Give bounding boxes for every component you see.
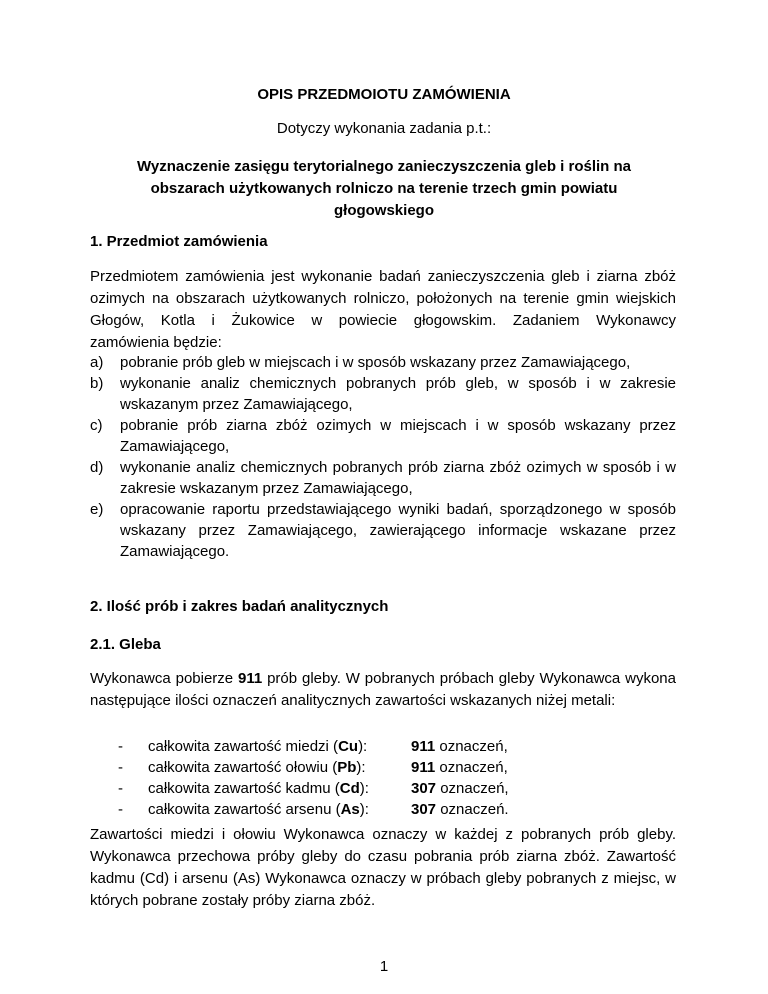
metal-count: 307 oznaczeń, <box>411 780 509 797</box>
metal-dash: - <box>118 780 123 797</box>
list-item-label: a) <box>90 354 104 371</box>
intro-line: Dotyczy wykonania zadania p.t.: <box>276 120 492 137</box>
para-text-after: prób gleby. W pobranych próbach gleby Wykonawca wykona następujące ilości oznaczeń analitycznych zawartości wskazanych niżej metali: <box>90 670 676 709</box>
list-item-text: wykonanie analiz chemicznych pobranych prób gleb, w sposób i w zakresie wskazanym przez Zamawiającego, <box>120 375 676 413</box>
metal-count: 307 oznaczeń. <box>411 801 509 818</box>
document-title: OPIS PRZEDMOIOTU ZAMÓWIENIA <box>257 86 511 103</box>
page-number: 1 <box>379 958 389 975</box>
section-2-1-heading: 2.1. Gleba <box>90 636 161 653</box>
list-item-label: b) <box>90 375 104 392</box>
section-1-heading: 1. Przedmiot zamówienia <box>90 233 268 250</box>
list-item-text: opracowanie raportu przedstawiającego wyniki badań, sporządzonego w sposób wskazany przez Zamawiającego, zawierającego informacje wskazane przez Zamawiającego. <box>120 501 676 560</box>
metal-name: całkowita zawartość ołowiu (Pb): <box>148 759 366 776</box>
closing-paragraph: Zawartości miedzi i ołowiu Wykonawca oznaczy w każdej z pobranych prób gleby. Wykonawca przechowa próby gleby do czasu pobrania prób ziarna zbóż. Zawartość kadmu (Cd) i arsenu (As) Wykonawca oznaczy w próbach gleby pobranych z miejsc, w których pobrane zostały próby ziarna zbóż. <box>90 826 676 909</box>
list-item <box>90 415 676 457</box>
section-1-paragraph <box>90 266 676 354</box>
metal-count: 911 oznaczeń, <box>411 738 508 755</box>
scope-list <box>90 352 676 562</box>
para-text-before: Wykonawca pobierze <box>90 670 234 687</box>
metal-dash: - <box>118 801 123 818</box>
list-item <box>90 373 676 415</box>
section-2-1-paragraph <box>90 668 676 712</box>
metal-row <box>90 757 676 778</box>
list-item-label: d) <box>90 459 104 476</box>
metals-list <box>90 736 676 820</box>
section-2-heading: 2. Ilość prób i zakres badań analitycznych <box>90 598 389 615</box>
metal-row <box>90 778 676 799</box>
metal-count: 911 oznaczeń, <box>411 759 508 776</box>
list-item-label: c) <box>90 417 103 434</box>
metal-row <box>90 799 676 820</box>
list-item <box>90 499 676 562</box>
list-item-text: pobranie prób gleb w miejscach i w sposób wskazany przez Zamawiającego, <box>120 354 631 371</box>
metal-dash: - <box>118 738 123 755</box>
list-item-text: wykonanie analiz chemicznych pobranych prób ziarna zbóż ozimych w sposób i w zakresie wskazanym przez Zamawiającego, <box>120 459 676 497</box>
samples-count: 911 <box>238 670 263 687</box>
task-title: Wyznaczenie zasięgu terytorialnego zanieczyszczenia gleb i roślin na obszarach użytkowanych rolniczo na terenie trzech gmin powiatu głogowskiego <box>136 158 632 219</box>
section-1-paragraph-main: Przedmiotem zamówienia jest wykonanie badań zanieczyszczenia gleb i ziarna zbóż ozimych na obszarach użytkowanych rolniczo, położonych na terenie gmin wiejskich Głogów, Kotla i Żukowice w powiecie głogowskim. Zadaniem Wykonawcy <box>90 268 676 329</box>
list-item <box>90 352 676 373</box>
metal-name: całkowita zawartość miedzi (Cu): <box>148 738 368 755</box>
metal-name: całkowita zawartość arsenu (As): <box>148 801 369 818</box>
list-item-text: pobranie prób ziarna zbóż ozimych w miejscach i w sposób wskazany przez Zamawiającego, <box>120 417 676 455</box>
list-item-label: e) <box>90 501 104 518</box>
section-1-paragraph-end: zamówienia będzie: <box>90 334 222 351</box>
metal-dash: - <box>118 759 123 776</box>
list-item <box>90 457 676 499</box>
metal-name: całkowita zawartość kadmu (Cd): <box>148 780 369 797</box>
metal-row <box>90 736 676 757</box>
